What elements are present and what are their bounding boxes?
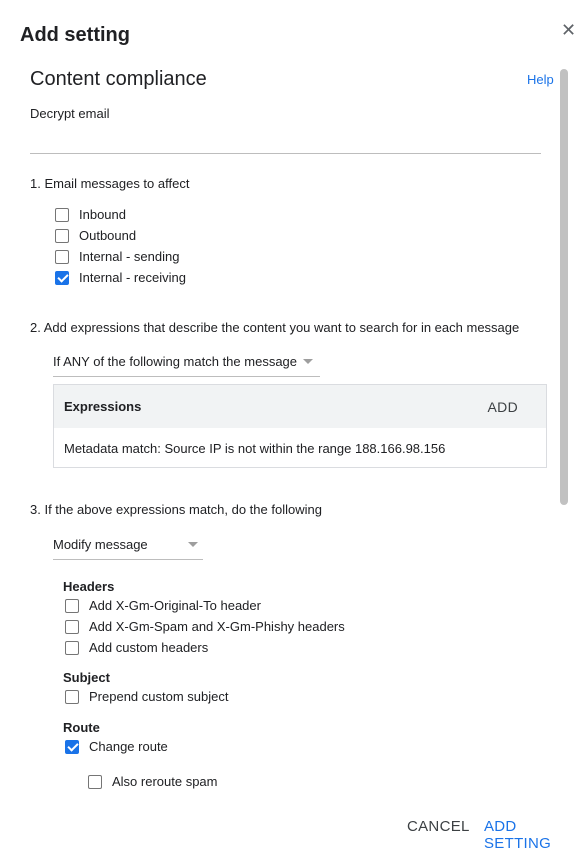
checkbox-box-checked[interactable]	[55, 271, 69, 285]
step2-label: 2. Add expressions that describe the content you want to search for in each message	[30, 320, 520, 335]
checkbox-box[interactable]	[65, 690, 79, 704]
checkbox-inbound[interactable]	[55, 207, 126, 222]
add-setting-button[interactable]: ADD SETTING	[484, 818, 552, 852]
step3-label: 3. If the above expressions match, do the following	[30, 502, 322, 517]
checkbox-box[interactable]	[55, 250, 69, 264]
route-group-label: Route	[63, 720, 100, 735]
match-select-value: If ANY of the following match the message	[53, 354, 298, 369]
subject-group-label: Subject	[63, 670, 110, 685]
help-link[interactable]: Help	[527, 72, 554, 87]
checkbox-prepend-subject[interactable]	[65, 689, 228, 704]
checkbox-box[interactable]	[65, 620, 79, 634]
expressions-header	[54, 385, 546, 428]
expressions-table	[53, 384, 547, 468]
expression-text: Metadata match: Source IP is not within the range 188.166.98.156	[64, 440, 446, 456]
add-expression-button[interactable]: ADD	[487, 398, 518, 415]
checkbox-box[interactable]	[88, 775, 102, 789]
checkbox-add-original-to[interactable]	[65, 598, 261, 613]
step1-label: 1. Email messages to affect	[30, 176, 190, 191]
checkbox-internal-receiving[interactable]	[55, 270, 186, 285]
checkbox-box[interactable]	[55, 229, 69, 243]
checkbox-outbound[interactable]	[55, 228, 136, 243]
clip-region	[0, 770, 560, 790]
checkbox-label: Prepend custom subject	[89, 689, 229, 704]
match-select[interactable]	[53, 347, 320, 377]
description-input[interactable]	[30, 104, 541, 154]
scrollbar-thumb[interactable]	[560, 69, 568, 505]
checkbox-also-reroute-spam[interactable]	[88, 774, 218, 789]
checkbox-label: Add custom headers	[89, 640, 209, 655]
checkbox-label: Add X-Gm-Spam and X-Gm-Phishy headers	[89, 619, 345, 634]
chevron-down-icon	[188, 542, 198, 547]
checkbox-add-spam-phishy[interactable]	[65, 619, 345, 634]
dialog-title: Add setting	[20, 24, 130, 46]
description-value: Decrypt email	[30, 106, 110, 121]
checkbox-add-custom-headers[interactable]	[65, 640, 208, 655]
checkbox-box-checked[interactable]	[65, 740, 79, 754]
expressions-header-label: Expressions	[64, 399, 142, 414]
checkbox-label: Inbound	[79, 207, 126, 222]
checkbox-box[interactable]	[55, 208, 69, 222]
headers-group-label: Headers	[63, 579, 115, 594]
action-select[interactable]	[53, 530, 203, 560]
checkbox-change-route[interactable]	[65, 739, 168, 754]
action-select-value: Modify message	[53, 537, 148, 552]
checkbox-label: Internal - sending	[79, 249, 180, 264]
checkbox-internal-sending[interactable]	[55, 249, 179, 264]
expression-row[interactable]	[54, 428, 546, 468]
setting-title: Content compliance	[30, 68, 207, 90]
cancel-button[interactable]: CANCEL	[407, 818, 470, 835]
close-icon[interactable]: ✕	[561, 20, 577, 40]
dialog-footer	[0, 790, 585, 854]
checkbox-label: Change route	[89, 739, 168, 754]
checkbox-label: Also reroute spam	[112, 774, 218, 789]
checkbox-box[interactable]	[65, 641, 79, 655]
checkbox-label: Outbound	[79, 228, 137, 243]
checkbox-label: Add X-Gm-Original-To header	[89, 598, 261, 613]
checkbox-box[interactable]	[65, 599, 79, 613]
chevron-down-icon	[303, 359, 313, 364]
checkbox-label: Internal - receiving	[79, 270, 186, 285]
